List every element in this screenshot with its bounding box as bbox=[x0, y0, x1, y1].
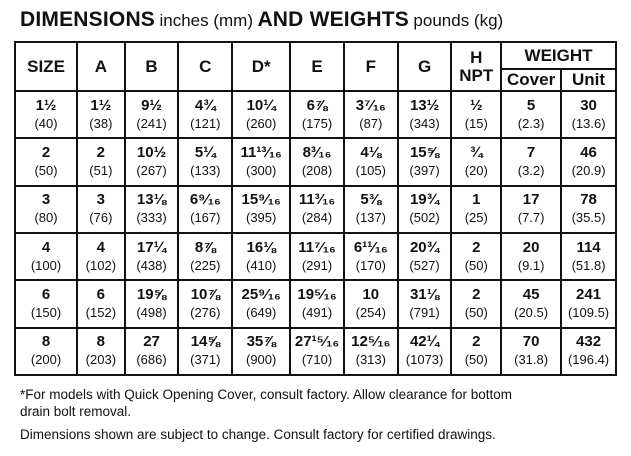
cell-metric-value: (502) bbox=[409, 210, 440, 226]
cell-metric-value: (254) bbox=[355, 304, 386, 320]
cell-inch-value: ¾ bbox=[470, 143, 483, 161]
table-row bbox=[15, 280, 616, 327]
cell-metric-value: (225) bbox=[190, 257, 221, 273]
cell-weight-unit bbox=[561, 186, 616, 233]
cell-inch-value: 10 bbox=[362, 285, 380, 303]
footnote-line-3: Dimensions shown are subject to change. Consult factory for certified drawings. bbox=[20, 427, 496, 442]
cell-f bbox=[344, 186, 398, 233]
table-row bbox=[15, 91, 616, 138]
cell-size bbox=[15, 91, 77, 138]
cell-metric-value: (276) bbox=[190, 304, 221, 320]
cell-inch-value: 13⅛ bbox=[136, 191, 167, 209]
cell-metric-value: (284) bbox=[301, 210, 333, 226]
cell-metric-value: (133) bbox=[190, 162, 221, 178]
cell-metric-value: (196.4) bbox=[567, 352, 610, 368]
cell-c bbox=[178, 91, 232, 138]
cell-metric-value: (9.1) bbox=[517, 257, 545, 273]
cell-inch-value: 114 bbox=[576, 238, 601, 256]
cell-metric-value: (7.7) bbox=[517, 210, 545, 226]
header-a: A bbox=[77, 42, 125, 91]
cell-metric-value: (50) bbox=[34, 162, 58, 178]
cell-metric-value: (491) bbox=[301, 304, 333, 320]
cell-inch-value: 4¾ bbox=[194, 96, 216, 114]
cell-size bbox=[15, 328, 77, 375]
cell-e bbox=[290, 91, 344, 138]
cell-inch-value: 10½ bbox=[136, 143, 167, 161]
cell-metric-value: (498) bbox=[136, 304, 167, 320]
title-dimensions: DIMENSIONS bbox=[20, 8, 156, 31]
cell-size bbox=[15, 280, 77, 327]
cell-inch-value: 1½ bbox=[90, 96, 112, 114]
cell-d bbox=[232, 280, 290, 327]
cell-inch-value: ½ bbox=[470, 96, 483, 114]
header-e: E bbox=[290, 42, 344, 91]
cell-metric-value: (291) bbox=[301, 257, 333, 273]
cell-e bbox=[290, 233, 344, 280]
cell-metric-value: (105) bbox=[355, 162, 386, 178]
cell-metric-value: (25) bbox=[464, 210, 488, 226]
cell-metric-value: (203) bbox=[85, 352, 117, 368]
cell-metric-value: (50) bbox=[464, 304, 488, 320]
cell-inch-value: 11¹³⁄₁₆ bbox=[240, 143, 282, 161]
cell-g bbox=[398, 328, 452, 375]
title-pounds-kg: pounds (kg) bbox=[413, 11, 504, 30]
table-body bbox=[15, 91, 616, 375]
cell-inch-value: 2 bbox=[472, 285, 481, 303]
cell-inch-value: 19¾ bbox=[409, 191, 440, 209]
cell-inch-value: 25⁹⁄₁₆ bbox=[241, 285, 281, 303]
cell-size bbox=[15, 233, 77, 280]
cell-metric-value: (100) bbox=[30, 257, 62, 273]
cell-b bbox=[125, 328, 179, 375]
cell-metric-value: (241) bbox=[136, 115, 167, 131]
cell-inch-value: 8³⁄₁₆ bbox=[302, 143, 332, 161]
table-row bbox=[15, 233, 616, 280]
cell-metric-value: (40) bbox=[34, 115, 58, 131]
header-weight: WEIGHT bbox=[501, 42, 616, 69]
header-unit: Unit bbox=[561, 69, 616, 91]
cell-inch-value: 45 bbox=[522, 285, 540, 303]
cell-inch-value: 9½ bbox=[141, 96, 162, 114]
cell-metric-value: (87) bbox=[359, 115, 383, 131]
cell-metric-value: (333) bbox=[136, 210, 167, 226]
cell-inch-value: 15⅝ bbox=[409, 143, 440, 161]
cell-c bbox=[178, 138, 232, 185]
table-row bbox=[15, 186, 616, 233]
cell-metric-value: (13.6) bbox=[571, 115, 606, 131]
cell-b bbox=[125, 280, 179, 327]
cell-metric-value: (791) bbox=[409, 304, 440, 320]
cell-f bbox=[344, 91, 398, 138]
cell-h bbox=[451, 280, 501, 327]
cell-inch-value: 4 bbox=[96, 238, 106, 256]
cell-inch-value: 31⅛ bbox=[409, 285, 440, 303]
cell-inch-value: 1½ bbox=[35, 96, 57, 114]
cell-weight-cover bbox=[501, 280, 561, 327]
cell-e bbox=[290, 280, 344, 327]
cell-d bbox=[232, 91, 290, 138]
cell-b bbox=[125, 186, 179, 233]
cell-h bbox=[451, 186, 501, 233]
cell-h bbox=[451, 91, 501, 138]
cell-h bbox=[451, 138, 501, 185]
cell-inch-value: 7 bbox=[526, 143, 536, 161]
cell-weight-cover bbox=[501, 138, 561, 185]
cell-inch-value: 17 bbox=[522, 191, 540, 209]
cell-metric-value: (710) bbox=[301, 352, 333, 368]
cell-inch-value: 3 bbox=[41, 191, 51, 209]
header-g: G bbox=[398, 42, 452, 91]
cell-metric-value: (50) bbox=[464, 352, 488, 368]
cell-inch-value: 6¹¹⁄₁₆ bbox=[353, 238, 388, 256]
cell-a bbox=[77, 233, 125, 280]
cell-b bbox=[125, 233, 179, 280]
cell-metric-value: (137) bbox=[355, 210, 386, 226]
cell-e bbox=[290, 328, 344, 375]
cell-metric-value: (371) bbox=[190, 352, 221, 368]
cell-metric-value: (15) bbox=[464, 115, 488, 131]
cell-inch-value: 6⁹⁄₁₆ bbox=[189, 191, 221, 209]
cell-metric-value: (1073) bbox=[405, 352, 444, 368]
dimensions-table bbox=[14, 41, 617, 376]
cell-f bbox=[344, 328, 398, 375]
cell-metric-value: (20.5) bbox=[514, 304, 549, 320]
cell-metric-value: (527) bbox=[409, 257, 440, 273]
cell-g bbox=[398, 138, 452, 185]
cell-f bbox=[344, 233, 398, 280]
cell-weight-cover bbox=[501, 328, 561, 375]
header-h-npt bbox=[451, 42, 501, 91]
cell-c bbox=[178, 186, 232, 233]
cell-inch-value: 15⁹⁄₁₆ bbox=[241, 191, 281, 209]
cell-metric-value: (167) bbox=[190, 210, 221, 226]
cell-d bbox=[232, 233, 290, 280]
cell-metric-value: (152) bbox=[85, 304, 117, 320]
cell-metric-value: (35.5) bbox=[571, 210, 606, 226]
cell-inch-value: 5¼ bbox=[194, 143, 216, 161]
cell-inch-value: 3⁷⁄₁₆ bbox=[355, 96, 386, 114]
cell-inch-value: 432 bbox=[576, 333, 602, 351]
cell-inch-value: 2 bbox=[96, 143, 106, 161]
cell-inch-value: 17¼ bbox=[136, 238, 167, 256]
header-f: F bbox=[344, 42, 398, 91]
cell-inch-value: 12⁵⁄₁₆ bbox=[351, 333, 391, 351]
header-npt: NPT bbox=[459, 65, 494, 85]
cell-g bbox=[398, 91, 452, 138]
cell-inch-value: 20 bbox=[522, 238, 540, 256]
title-and-weights: AND WEIGHTS bbox=[257, 8, 409, 31]
cell-metric-value: (38) bbox=[89, 115, 113, 131]
table-row bbox=[15, 328, 616, 375]
header-d: D* bbox=[232, 42, 290, 91]
cell-inch-value: 6 bbox=[41, 285, 51, 303]
cell-weight-cover bbox=[501, 233, 561, 280]
cell-e bbox=[290, 138, 344, 185]
cell-inch-value: 8⅞ bbox=[194, 238, 216, 256]
cell-g bbox=[398, 280, 452, 327]
cell-size bbox=[15, 186, 77, 233]
cell-metric-value: (51) bbox=[89, 162, 113, 178]
cell-a bbox=[77, 91, 125, 138]
cell-weight-unit bbox=[561, 328, 616, 375]
cell-metric-value: (343) bbox=[409, 115, 440, 131]
cell-metric-value: (20.9) bbox=[571, 162, 606, 178]
cell-metric-value: (150) bbox=[30, 304, 62, 320]
cell-metric-value: (686) bbox=[136, 352, 167, 368]
cell-inch-value: 4 bbox=[41, 238, 51, 256]
cell-a bbox=[77, 280, 125, 327]
footnote-line-1: *For models with Quick Opening Cover, consult factory. Allow clearance for bottom bbox=[20, 387, 512, 402]
cell-inch-value: 3 bbox=[96, 191, 106, 209]
cell-a bbox=[77, 186, 125, 233]
cell-metric-value: (200) bbox=[30, 352, 62, 368]
cell-metric-value: (2.3) bbox=[517, 115, 545, 131]
cell-f bbox=[344, 138, 398, 185]
cell-metric-value: (31.8) bbox=[514, 352, 549, 368]
cell-d bbox=[232, 186, 290, 233]
cell-inch-value: 13½ bbox=[409, 96, 440, 114]
cell-inch-value: 2 bbox=[472, 238, 481, 256]
cell-weight-unit bbox=[561, 280, 616, 327]
cell-metric-value: (260) bbox=[245, 115, 277, 131]
footnote-line-2: drain bolt removal. bbox=[20, 404, 132, 419]
cell-metric-value: (51.8) bbox=[571, 257, 606, 273]
cell-inch-value: 10¼ bbox=[246, 96, 276, 114]
header-c: C bbox=[178, 42, 232, 91]
cell-inch-value: 27¹⁵⁄₁₆ bbox=[294, 333, 340, 351]
cell-b bbox=[125, 138, 179, 185]
cell-metric-value: (397) bbox=[409, 162, 440, 178]
cell-inch-value: 8 bbox=[96, 333, 106, 351]
cell-inch-value: 35⅞ bbox=[246, 333, 276, 351]
cell-metric-value: (300) bbox=[245, 162, 277, 178]
title-inches-mm: inches (mm) bbox=[159, 11, 253, 30]
cell-e bbox=[290, 186, 344, 233]
cell-d bbox=[232, 328, 290, 375]
cell-inch-value: 19⅝ bbox=[136, 285, 167, 303]
cell-metric-value: (175) bbox=[301, 115, 333, 131]
cell-inch-value: 4⅛ bbox=[360, 143, 382, 161]
cell-metric-value: (208) bbox=[301, 162, 333, 178]
cell-metric-value: (50) bbox=[464, 257, 488, 273]
cell-inch-value: 5⅜ bbox=[360, 191, 382, 209]
cell-metric-value: (76) bbox=[89, 210, 113, 226]
cell-inch-value: 16⅛ bbox=[246, 238, 276, 256]
cell-metric-value: (313) bbox=[355, 352, 386, 368]
cell-weight-cover bbox=[501, 91, 561, 138]
cell-metric-value: (900) bbox=[245, 352, 277, 368]
cell-a bbox=[77, 138, 125, 185]
cell-inch-value: 10⅞ bbox=[190, 285, 220, 303]
cell-metric-value: (121) bbox=[190, 115, 221, 131]
cell-inch-value: 11³⁄₁₆ bbox=[298, 191, 336, 209]
cell-metric-value: (267) bbox=[136, 162, 167, 178]
cell-inch-value: 241 bbox=[576, 285, 602, 303]
cell-c bbox=[178, 233, 232, 280]
cell-b bbox=[125, 91, 179, 138]
cell-weight-unit bbox=[561, 138, 616, 185]
page-title bbox=[20, 8, 620, 32]
cell-a bbox=[77, 328, 125, 375]
cell-metric-value: (3.2) bbox=[517, 162, 545, 178]
cell-inch-value: 70 bbox=[522, 333, 540, 351]
cell-metric-value: (20) bbox=[464, 162, 488, 178]
cell-inch-value: 30 bbox=[580, 96, 597, 114]
table-row bbox=[15, 138, 616, 185]
cell-inch-value: 20¾ bbox=[409, 238, 440, 256]
cell-inch-value: 8 bbox=[41, 333, 51, 351]
cell-weight-cover bbox=[501, 186, 561, 233]
cell-metric-value: (109.5) bbox=[567, 304, 610, 320]
cell-inch-value: 2 bbox=[41, 143, 51, 161]
cell-inch-value: 11⁷⁄₁₆ bbox=[298, 238, 336, 256]
cell-weight-unit bbox=[561, 233, 616, 280]
cell-inch-value: 19⁵⁄₁₆ bbox=[297, 285, 337, 303]
cell-inch-value: 78 bbox=[580, 191, 597, 209]
cell-inch-value: 14⅝ bbox=[190, 333, 220, 351]
cell-metric-value: (102) bbox=[85, 257, 117, 273]
cell-h bbox=[451, 328, 501, 375]
cell-size bbox=[15, 138, 77, 185]
cell-inch-value: 46 bbox=[580, 143, 597, 161]
cell-inch-value: 1 bbox=[472, 191, 481, 209]
cell-weight-unit bbox=[561, 91, 616, 138]
cell-metric-value: (80) bbox=[34, 210, 58, 226]
cell-c bbox=[178, 280, 232, 327]
cell-metric-value: (170) bbox=[355, 257, 386, 273]
cell-g bbox=[398, 233, 452, 280]
header-size: SIZE bbox=[15, 42, 77, 91]
cell-g bbox=[398, 186, 452, 233]
cell-metric-value: (410) bbox=[245, 257, 277, 273]
cell-inch-value: 6 bbox=[96, 285, 106, 303]
cell-f bbox=[344, 280, 398, 327]
cell-metric-value: (649) bbox=[245, 304, 277, 320]
cell-d bbox=[232, 138, 290, 185]
cell-metric-value: (438) bbox=[136, 257, 167, 273]
header-cover: Cover bbox=[501, 69, 561, 91]
cell-c bbox=[178, 328, 232, 375]
cell-metric-value: (395) bbox=[245, 210, 277, 226]
cell-inch-value: 2 bbox=[472, 333, 481, 351]
header-b: B bbox=[125, 42, 179, 91]
cell-inch-value: 6⅞ bbox=[306, 96, 328, 114]
cell-inch-value: 5 bbox=[526, 96, 536, 114]
cell-h bbox=[451, 233, 501, 280]
cell-inch-value: 42¼ bbox=[409, 333, 440, 351]
cell-inch-value: 27 bbox=[143, 333, 160, 351]
header-h: H bbox=[470, 47, 483, 67]
